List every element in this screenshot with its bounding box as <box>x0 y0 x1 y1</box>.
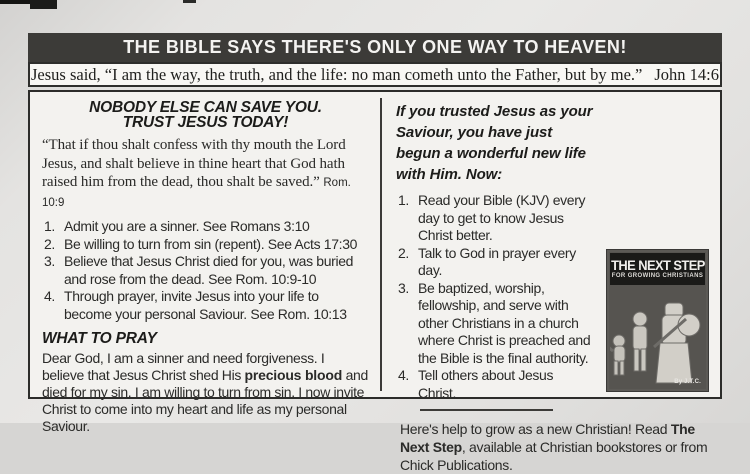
help-text-after: , available at Christian bookstores or from Chick Publications. <box>400 439 708 473</box>
step-text: Through prayer, invite Jesus into your life to become your personal Saviour. See Rom. 10:13 <box>64 288 347 322</box>
left-heading-line2: TRUST JESUS TODAY! <box>122 114 289 131</box>
scripture-text: “That if thou shalt confess with thy mouth the Lord Jesus, and shalt believe in thine heart that God hath raised him from the dead, thou shalt be saved.” <box>42 137 346 190</box>
step-number: 1. <box>398 192 409 208</box>
help-text-before: Here's help to grow as a new Christian! Read <box>400 421 671 437</box>
help-paragraph <box>400 420 711 474</box>
headline-text: THE BIBLE SAYS THERE'S ONLY ONE WAY TO HEAVEN! <box>123 37 627 57</box>
headline-bar <box>28 33 722 62</box>
step-text: Read your Bible (KJV) every day to get to know Jesus Christ better. <box>418 192 586 243</box>
content-panel <box>28 90 722 473</box>
book-subtitle: FOR GROWING CHRISTIANS <box>611 273 704 279</box>
step-number: 3. <box>44 253 55 269</box>
scan-artifact <box>183 0 196 3</box>
left-column <box>30 92 380 434</box>
scan-artifact <box>30 0 57 9</box>
list-item <box>42 236 369 254</box>
step-text: Admit you are a sinner. See Romans 3:10 <box>64 218 310 234</box>
verse-text: Jesus said, “I am the way, the truth, and the life: no man cometh unto the Father, but by me.” <box>30 64 643 84</box>
step-number: 2. <box>398 244 409 261</box>
prayer-text-before: Dear God, I am a sinner and need forgiveness. I believe that Jesus Christ shed His <box>42 350 325 383</box>
prayer-paragraph <box>42 350 369 435</box>
help-text-bold: The Next Step <box>400 421 695 455</box>
step-text: Tell others about Jesus Christ. <box>418 367 554 401</box>
right-intro: If you trusted Jesus as your Saviour, you have just begun a wonderful new life with Him. Now: <box>396 103 593 183</box>
verse-strip <box>28 62 722 87</box>
scripture-reference: Rom. 10:9 <box>42 177 351 209</box>
list-item <box>396 245 711 280</box>
step-number: 4. <box>44 288 55 304</box>
list-item <box>396 280 711 368</box>
prayer-text-after: and died for my sin. I am willing to turn from sin. I now invite Christ to come into my heart and life as my personal Saviour. <box>42 367 368 434</box>
salvation-steps-list <box>42 218 369 323</box>
step-number: 4. <box>398 367 409 383</box>
step-text: Be willing to turn from sin (repent). See Acts 17:30 <box>64 235 358 252</box>
list-item <box>42 253 369 288</box>
scripture-quote <box>42 136 369 212</box>
list-item <box>396 192 711 245</box>
separator-rule <box>420 409 553 411</box>
left-heading <box>42 100 369 130</box>
step-text: Be baptized, worship, fellowship, and serve with other Christians in a church where Christ is preached and the Bible is the final authority. <box>418 279 591 366</box>
right-column <box>382 92 720 473</box>
verse-reference: John 14:6 <box>654 64 719 84</box>
list-item <box>42 218 369 236</box>
step-number: 2. <box>44 235 55 252</box>
step-text: Believe that Jesus Christ died for you, was buried and rose from the dead. See Rom. 10:9-10 <box>64 253 354 287</box>
book-byline: By J.T.C. <box>674 379 701 385</box>
step-number: 3. <box>398 279 409 296</box>
prayer-text-bold: precious blood <box>244 367 343 383</box>
book-title: THE NEXT STEP <box>610 257 705 273</box>
what-to-pray-heading: WHAT TO PRAY <box>42 330 157 347</box>
step-number: 1. <box>44 218 55 234</box>
growth-steps-list <box>396 192 711 402</box>
left-heading-line1: NOBODY ELSE CAN SAVE YOU. <box>89 99 322 116</box>
list-item <box>42 288 369 323</box>
list-item <box>396 367 711 402</box>
step-text: Talk to God in prayer every day. <box>418 244 576 278</box>
